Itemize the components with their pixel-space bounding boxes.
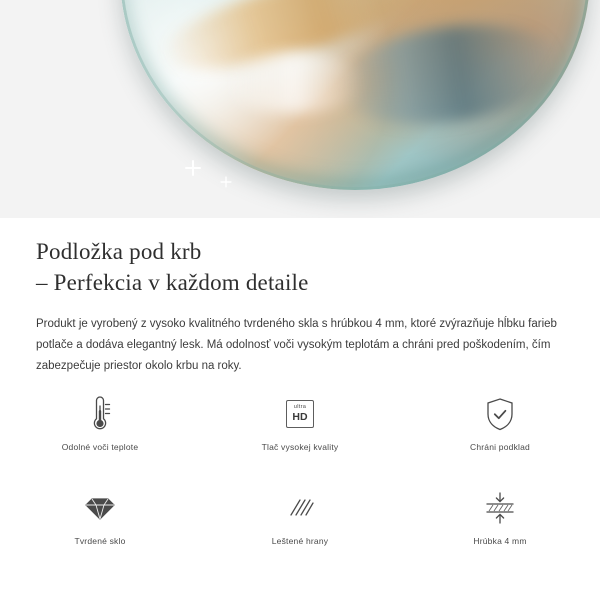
feature-label: Tlač vysokej kvality: [261, 442, 339, 452]
hero-image: [0, 0, 600, 218]
feature-grid: [0, 393, 600, 565]
headline-line-1: Podložka pod krb: [36, 239, 202, 264]
feature-tempered-glass: [0, 487, 200, 565]
feature-polished-edges: [200, 487, 400, 565]
feature-label: Chráni podklad: [470, 442, 530, 452]
headline-line-2: – Perfekcia v každom detaile: [36, 270, 309, 295]
text-content: [0, 218, 600, 377]
feature-label: Odolné voči teplote: [61, 442, 139, 452]
feature-surface-protection: [400, 393, 600, 471]
ultra-hd-badge-bottom: HD: [292, 411, 308, 424]
polished-edges-icon: [283, 487, 317, 529]
ultra-hd-badge-top: ultra: [293, 404, 307, 411]
feature-print-quality: [200, 393, 400, 471]
feature-heat-resistant: [0, 393, 200, 471]
thickness-arrows-icon: [481, 487, 519, 529]
shield-check-icon: [484, 393, 516, 435]
feature-label: Tvrdené sklo: [74, 536, 126, 546]
feature-thickness: [400, 487, 600, 565]
page-title: [0, 218, 600, 298]
thermometer-icon: [83, 393, 117, 435]
product-description-text: Produkt je vyrobený z vysoko kvalitného tvrdeného skla s hrúbkou 4 mm, ktoré zvýrazňuje hĺbku farieb potlače a dodáva elegantný lesk. Má odolnosť voči vysokým teplotám a chráni pred poškodením, čím zabezpečuje priestor okolo krbu na roky.: [36, 318, 557, 372]
feature-label: Leštené hrany: [271, 536, 329, 546]
diamond-icon: [83, 487, 117, 529]
ultra-hd-icon: [286, 393, 314, 435]
feature-label: Hrúbka 4 mm: [473, 536, 527, 546]
